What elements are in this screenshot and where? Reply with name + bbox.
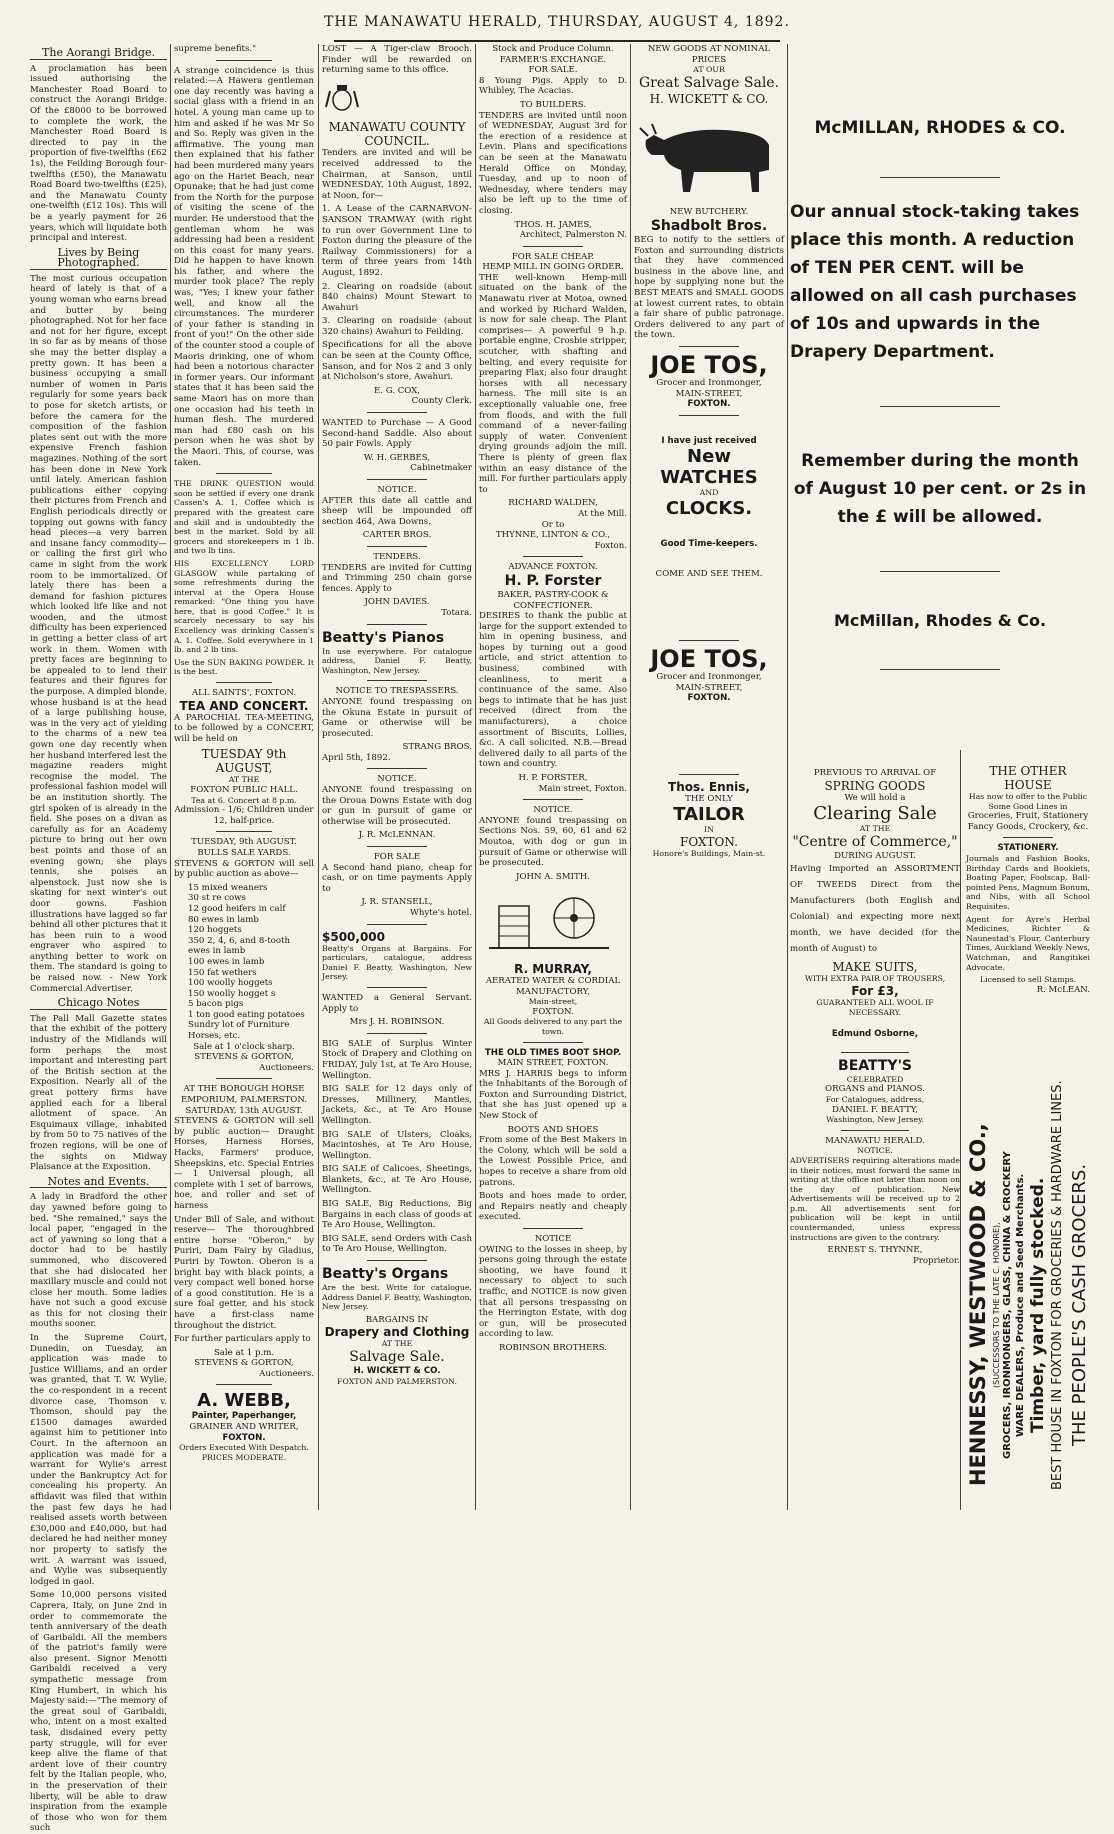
column-divider <box>170 44 171 1510</box>
big-sale: BIG SALE for 12 days only of Dresses, Millinery, Mantles, Jackets, &c., at Te Aro House Wellington. <box>322 1084 472 1126</box>
timekeepers: Good Time-keepers. <box>660 538 758 549</box>
column-4 <box>479 44 627 1510</box>
successors: (SUCCESSORS TO THE LATE C. HONORE), <box>992 1222 1001 1388</box>
trespass-heading: NOTICE TO TRESPASSERS. <box>335 686 459 697</box>
clocks-heading: CLOCKS. <box>665 497 753 519</box>
trousers: WITH EXTRA PAIR OF TROUSERS, <box>804 974 946 984</box>
come-see: COME AND SEE THEM. <box>655 569 763 580</box>
robinson: Mrs J. H. ROBINSON. <box>349 1017 445 1028</box>
list-item: Sundry lot of Furniture Horses, etc. <box>188 1020 290 1042</box>
received: I have just received <box>661 435 757 446</box>
sg2-text: STEVENS & GORTON will sell by public auction— Draught Horses, Harness Horses, Hacks, Farmers' produce, Sheepskins, etc. Special Entries— 1 Universal plough, all complete with 1 set of barrows, hoe, and roller and set of harness <box>174 1116 314 1211</box>
advance: ADVANCE FOXTON. <box>508 562 598 573</box>
thynne: ERNEST S. THYNNE, <box>827 1245 923 1256</box>
webb-orders: Orders Executed With Despatch. <box>179 1443 309 1453</box>
webb-grainer: GRAINER AND WRITER, <box>189 1422 299 1433</box>
main-street-2: MAIN-STREET, <box>675 682 743 693</box>
stationery-text: Journals and Fashion Books, Birthday Cards and Booklets, Boating Paper, Foolscap, Ball-pointed Pens, Magnum Bonum, and Nibs, with all School Requisites. <box>966 853 1090 911</box>
list-item: 80 ewes in lamb <box>188 914 259 925</box>
notes-title: Notes and Events. <box>30 1177 167 1189</box>
sg-intro: STEVENS & GORTON will sell by public auction as above— <box>174 858 314 880</box>
architect: Architect, Palmerston N. <box>519 230 627 241</box>
proprietor: Proprietor. <box>912 1255 960 1266</box>
coincidence-text: A strange coincidence is thus related:—A Hawera gentleman one day recently was having a social glass with a friend in an hotel. A young man came up to him and asked if he was Mr So and So. Reply was given in the affirmative. The young man then explained that his father had been murdered many years ago on the Hariet Beach, near Opunake; that he had just come from the North for the purpose of visiting the scene of the murder. He understood that the gentleman whom he was addressing had been a resident on this coast for many years. Did he happen to have known his father, and where the murder took place? The reply was, "Yes; I knew your father well, and know all the circumstances. The murderer of your father is standing in front of you!" On the other side of the counter stood a couple of Maoris drinking, one of whom had been a notorious character in former years. Our informant states that it has been said the same Maori has on more than one occasion had his teeth in human flesh. The murdered man had £80 cash on his person when he was shot by the Maori. This, of course, was taken. <box>174 65 314 468</box>
main-street: Main street, Foxton. <box>538 783 627 794</box>
big-sale: BIG SALE of Calicoes, Sheetings, Blankets, &c., at Te Aro House, Wellington. <box>322 1164 472 1196</box>
list-item: 100 ewes in lamb <box>188 956 265 967</box>
beatty-organs-text: Are the best. Write for catalogue. Address Daniel F. Beatty, Washington, New Jersey. <box>322 1283 473 1312</box>
anyone2-text: ANYONE found trespassing on the Oroua Downs Estate with dog or gun in pursuit of game or otherwise will be prosecuted. <box>322 785 472 827</box>
saints-heading: ALL SAINTS', FOXTON. <box>191 688 297 699</box>
pigs-ad: 8 Young Pigs. Apply to D. Whibley, The Acacias. <box>479 75 627 97</box>
organs-pianos: ORGANS and PIANOS. <box>825 1084 925 1095</box>
tenders-heading: TENDERS. <box>373 551 421 562</box>
groceries: Groceries, Fruit, Stationery Fancy Goods, Crockery, &c. <box>967 811 1089 832</box>
sun-ad: Use the SUN BAKING POWDER. It is the best. <box>174 657 314 677</box>
tender-item: 1. A Lease of the CARNARVON-SANSON TRAMWAY (with right to run over Government Line to Foxton during the pleasure of the Railway Commissioners) for a term of three years from 14th August, 1892. <box>322 204 472 278</box>
at-the: AT THE <box>859 824 891 834</box>
make-suits: MAKE SUITS, <box>832 960 918 975</box>
mcmillan-sig: McMillan, Rhodes & Co. <box>833 611 1047 630</box>
list-item: 150 fat wethers <box>188 967 257 978</box>
organs-500: $500,000 <box>322 929 386 944</box>
list-item: 15 mixed weaners <box>188 882 268 893</box>
whyte: Whyte's hotel. <box>410 908 472 918</box>
cabinetmaker: Cabinetmaker <box>410 463 472 474</box>
strang: STRANG BROS. <box>402 742 472 753</box>
wanted-ad: WANTED to Purchase — A Good Second-hand Saddle. Also about 50 pair Fowls. Apply <box>322 418 472 450</box>
sale-cheap: FOR SALE CHEAP. <box>511 251 595 262</box>
grocer-2: Grocer and Ironmonger, <box>656 672 762 683</box>
foxton-2: FOXTON. <box>532 1006 574 1017</box>
tea-hall: FOXTON PUBLIC HALL. <box>190 785 298 795</box>
shadbolt: Shadbolt Bros. <box>650 217 768 234</box>
timber: Timber, yard fully stocked. <box>1028 1177 1048 1433</box>
chicago-text: The Pall Mall Gazette states that the exhibit of the pottery industry of the Midlands will form perhaps the most important and interesting part of the British section at the Exposition. Nearly all of the great pottery firms have applied each for a liberal allotment of space. An Esquimaux village, inhabited by from 50 to 75 natives of the frozen regions, will be one of the sights on Midway Plaisance at the Exposition. <box>30 1013 167 1173</box>
daniel: DANIEL F. BEATTY, <box>831 1104 919 1115</box>
list-item: 150 woolly hogget s <box>188 988 276 999</box>
guaranteed: GUARANTEED ALL WOOL IF NECESSARY. <box>816 997 934 1017</box>
masthead <box>0 0 1114 40</box>
other-house: THE OTHER HOUSE <box>989 764 1067 792</box>
masthead-title: THE MANAWATU HERALD, THURSDAY, AUGUST 4, 1892. <box>324 14 790 30</box>
owing-text: OWING to the losses in sheep, by persons going through the estate shooting, we have found it necessary to object to such traffic, and NOTICE is now given that all persons trespassing on the Herrington Estate, with dog or gun, will be prosecuted according to law. <box>479 1244 627 1340</box>
beatty-organs: Beatty's Organs <box>322 1266 449 1283</box>
ware-dealers: WARE DEALERS, Produce and Seed Merchants. <box>1015 1173 1026 1437</box>
big-sale: BIG SALE, send Orders with Cash to Te Aro House, Wellington. <box>322 1233 472 1255</box>
boots-text: From some of the Best Makers in the Colony, which will be sold a the Lowest Possible Price, and hopes to receive a share from old patrons. <box>479 1135 627 1188</box>
drapery: Drapery and Clothing <box>324 1325 470 1340</box>
forster-heading: H. P. Forster <box>504 572 602 589</box>
foxpalm: FOXTON AND PALMERSTON. <box>337 1376 457 1386</box>
herald: MANAWATU HERALD. <box>825 1135 925 1146</box>
ennis: Thos. Ennis, <box>668 779 750 794</box>
beattys: BEATTY'S <box>838 1057 912 1074</box>
james: THOS. H. JAMES, <box>514 219 592 230</box>
the-only: THE ONLY <box>685 793 733 804</box>
aorangi-title: The Aorangi Bridge. <box>30 48 167 60</box>
carter: CARTER BROS. <box>362 530 432 541</box>
bulls: BULLS SALE YARDS. <box>197 847 291 858</box>
great-salvage: Great Salvage Sale. <box>638 74 780 91</box>
further-text: For further particulars apply to <box>174 1334 311 1345</box>
robinson-brothers: ROBINSON BROTHERS. <box>498 1342 608 1353</box>
new-heading: New <box>687 446 731 468</box>
smith: JOHN A. SMITH. <box>516 871 590 882</box>
drink-ad: THE DRINK QUESTION would soon be settled if every one drank Cassen's A. 1. Coffee which is prepared with the greatest care and skill and is undoubtedly the best in the market. Sold by all grocers and storekeepers in 1 lb. and two lb tins. <box>174 479 314 556</box>
walden: RICHARD WALDEN, <box>508 498 598 509</box>
column-5 <box>634 44 784 1510</box>
wickett: H. WICKETT & CO. <box>353 1366 441 1376</box>
grocers: GROCERS, IRONMONGERS, GLASS, CHINA & CROCKERY <box>1002 1151 1013 1459</box>
tender-item: 3. Clearing on roadside (about 320 chains) Awahuri to Feilding. <box>322 316 472 337</box>
mclennan: J. R. McLENNAN. <box>358 830 436 841</box>
aerated: AERATED WATER & CORDIAL MANUFACTORY, <box>485 975 621 997</box>
goods-delivered: All Goods delivered to any part the town. <box>483 1017 623 1036</box>
grocer: Grocer and Ironmonger, <box>656 377 762 388</box>
supreme-text: supreme benefits." <box>174 44 257 54</box>
notes-text: A lady in Bradford the other day yawned before going to bed. "She remained," says the local paper, "engaged in the act of yawning so long that a doctor had to be hastily summoned, who discovered that she had dislocated her maxillary muscle and could not close her mouth. Some ladies have not such a good excuse as this for not closing their mouths sooner. <box>30 1192 167 1330</box>
column-divider <box>630 44 631 1510</box>
in-text: IN <box>704 825 714 835</box>
stansell: J. R. STANSELL, <box>361 897 433 908</box>
notes-text: In the Supreme Court, Dunedin, on Tuesday, an application was made to Justice Williams, and an order was granted, that T. W. Wylie, the co-respondent in a recent divorce case, Thomson v. Thomson, should pay the £1500 damages awarded against him to petitioner into Court. In the afternoon an application was made for a warrant for Wylie's arrest under the Bankruptcy Act for concealing his property. An affidavit was filed that within the past few days he had realised assets worth between £30,000 and £40,000, but had declared he had neither money nor property to satisfy the writ. A warrant was issued, and Wylie was subsequently lodged in gaol. <box>30 1333 167 1587</box>
mclean: R. McLEAN. <box>1036 984 1090 995</box>
list-item: 12 good heifers in calf <box>188 903 286 914</box>
auctioneers: Auctioneers. <box>259 1368 314 1379</box>
list-item: 1 ton good eating potatoes <box>188 1009 305 1020</box>
licensed: Licensed to sell Stamps. <box>979 975 1077 985</box>
smith-text: ANYONE found trespassing on Sections Nos. 59, 60, 61 and 62 Moutoa, with dog or gun in pursuit of Game or otherwise will be prosecuted. <box>479 815 627 869</box>
beatty-pianos-text: In use everywhere. For catalogue address, Daniel F. Beatty, Washington, New Jersey. <box>322 646 472 675</box>
notice2-heading: NOTICE <box>534 1234 572 1244</box>
photo-text: The most curious occupation heard of lately is that of a young woman who earns bread and butter by being photographed. Not for her face and not for her figure, except in so far as by means of those she may the better display a pretty gown. It has been a business occupying a small number of women in Paris regularly for some years back to pose for sketch artists, or before the camera for the composition of the fashion plates sent out with the more expensive French fashion magazines. Nothing of the sort has been done in New York until lately. American fashion publications either copying their pictures from French and English periodicals directly or topping out gowns with fancy head pieces—a very barren and insane fancy commodity—or calling the first girl who came in sight from the work room to be immortalized. Of lately there has been a demand for fashion pictures which looked life like and not wooden, and the utmost difficulty has been experienced in getting a better class of art work in them. Women with pretty faces are beginning to be appealed to to lend their features and their figures for the purpose. A dimpled blonde, whose husband is at the head of a large publishing house, was in the very act of yielding to the charms of a new tea gown one day recently when her husband interfered lest the magazine readers might recognise the model. The professional fashion model will be an institution shortly. The girl spoken of is already in the field. She poses on a divan as carefully as for an Academy picture to bring out her own best points and those of an evening gown; she plays tennis, she poises an alpenstock. Just now she is skating for next winter's out door gowns. Fashion illustrations have lagged so far behind all other pictures that it has been ruin to a wood engraver who aspired to anything better to work on them. The standard is going to be raised now. - New York Commercial Advertiser. <box>30 273 167 994</box>
photo-title: Lives by Being Photographed. <box>30 248 167 270</box>
and-text: AND <box>699 488 719 498</box>
peoples-grocers: THE PEOPLE'S CASH GROCERS. <box>1069 1163 1090 1447</box>
celebrated: CELEBRATED <box>846 1074 904 1084</box>
washington: Washington, New Jersey. <box>826 1115 924 1125</box>
boots: BOOTS AND SHOES <box>507 1124 599 1135</box>
forster-sig: H. P. FORSTER, <box>518 773 588 783</box>
big-sale: BIG SALE of Surplus Winter Stock of Drapery and Clothing on FRIDAY, July 1st, at Te Aro House, Wellington. <box>322 1038 472 1081</box>
buildings: Honore's Buildings, Main-st. <box>652 849 766 859</box>
tea-text: A PAROCHIAL TEA-MEETING, to be followed by a CONCERT, will be held on <box>174 712 314 744</box>
joetos-heading-2: JOE TOS, <box>650 645 768 674</box>
tuesday: TUESDAY, 9th AUGUST. <box>191 837 297 848</box>
royal-arms-icon <box>322 83 362 113</box>
column-2 <box>174 44 314 1510</box>
tea-heading: TEA AND CONCERT. <box>179 698 309 713</box>
list-item: 350 2, 4, 6, and 8-tooth ewes in lamb <box>188 935 290 957</box>
notice2-heading: NOTICE. <box>377 774 417 785</box>
sg-signature: STEVENS & GORTON, <box>194 1358 294 1369</box>
builders-text: TENDERS are invited until noon of WEDNESDAY, August 3rd for the erection of a residence at Levin. Plans and specifications can be seen at the Manawatu Herald Office on Monday, Tuesday, and up to noon of Wednesday, where tenders may also be left up to the time of closing. <box>479 110 627 216</box>
tenders-text: Tenders are invited and will be received addressed to the Chairman, at Sanson, until WEDNESDAY, 10th August, 1892, at Noon, for— <box>322 148 472 201</box>
forsale-heading: FOR SALE <box>373 852 421 863</box>
masthead-rule <box>334 40 780 42</box>
for-3: For £3, <box>851 983 899 998</box>
previous: PREVIOUS TO ARRIVAL OF <box>813 768 937 778</box>
hemp-text: THE well-known Hemp-mill situated on the bank of the Manawatu river at Motoa, owned and worked by Richard Walden, is now for sale cheap. The Plant comprises— A powerful 9 h.p. portable engine, Crosbie stripper, scutcher, with shafting and belting, and every requisite for preparing Flax; also four draught horses with all necessary harness. The mill site is an exceptionally valuable one, free from floods, and with the full command of a never-failing supply of water. Convenient drying grounds adjoin the mill. There is plenty of green flax within an easy distance of the mill. For further particulars apply to <box>479 272 627 495</box>
baker: BAKER, PASTRY-COOK & CONFECTIONER. <box>497 589 609 611</box>
glasgow-ad: HIS EXCELLENCY LORD GLASGOW while partaking of some refreshments during the interval at the Opera House remarked: "One thing you have here, that is good Coffee." It is scarcely necessary to say his Excellency was drinking Cassen's A. 1. Coffee. Sold everywhere in 1 lb. and 2 lb tins. <box>174 558 314 655</box>
spec-text: Specifications for all the above can be seen at the County Office, Sanson, and for Nos 2 and 3 only at Nicholson's store, Awahuri. <box>322 340 472 383</box>
list-item: 100 woolly hoggets <box>188 978 273 989</box>
at-the: AT THE <box>381 1339 413 1349</box>
farmers: FARMER'S EXCHANGE. <box>499 54 607 65</box>
centre-of-commerce: "Centre of Commerce," <box>792 833 958 850</box>
saturday: SATURDAY, 13th AUGUST. <box>185 1105 303 1116</box>
harris-text: MRS J. HARRIS begs to inform the Inhabitants of the Borough of Foxton and Surrounding District, that she has just opened up a New Stock of <box>479 1068 627 1122</box>
advertisers-text: ADVERTISERS requiring alterations made in their notices, must forward the same in writing at the office not later than noon on the day of publication. New Advertisements will be received up to 2 p.m. All advertisements sent for publication will be kept in until countermanded, unless express instructions are given to the contrary. <box>790 1155 960 1242</box>
best-house: BEST HOUSE IN FOXTON FOR GROCERIES & HARDWARE LINES. <box>1050 1080 1065 1490</box>
stationery-heading: STATIONERY. <box>997 843 1059 854</box>
foxton: FOXTON. <box>687 399 731 410</box>
clerk: County Clerk. <box>411 396 472 407</box>
main-foxton: MAIN STREET, FOXTON. <box>497 1058 609 1069</box>
davies: JOHN DAVIES. <box>364 597 430 608</box>
column-7 <box>966 750 1090 1110</box>
lost-ad: LOST — A Tiger-claw Brooch. Finder will be rewarded on returning same to this office. <box>322 44 472 76</box>
beatty-pianos: Beatty's Pianos <box>322 629 445 646</box>
column-1 <box>30 44 167 1834</box>
column-divider <box>787 44 788 1510</box>
butchery: NEW BUTCHERY. <box>669 207 749 218</box>
main-st: Main-street, <box>528 997 578 1007</box>
bargains: BARGAINS IN <box>365 1314 429 1325</box>
salvage: Salvage Sale. <box>349 1349 445 1365</box>
cox-signature: E. G. COX, <box>373 385 421 396</box>
osborne: Edmund Osborne, <box>831 1029 919 1040</box>
stock-list <box>174 883 314 1042</box>
trespass-text: ANYONE found trespassing on the Okuna Estate in pursuit of Game or otherwise will be prosecuted. <box>322 696 472 739</box>
at-mill: At the Mill. <box>578 508 627 519</box>
big-sale: BIG SALE of Ulsters, Cloaks, Macintoshes, at Te Aro House, Wellington. <box>322 1129 472 1161</box>
wickett: H. WICKETT & CO. <box>649 91 769 106</box>
hold: We will hold a <box>844 792 906 803</box>
tweeds-text: Having Imported an ASSORTMENT OF TWEEDS Direct from the Manufacturers (both English and Colonial) and expecting more next month, we have decided (for the month of August) to <box>790 864 960 955</box>
gerbes: W. H. GERBES, <box>363 452 431 463</box>
tailor: TAILOR <box>673 804 745 826</box>
totara: Totara. <box>441 607 472 618</box>
bull-icon <box>634 110 784 200</box>
sg-signature: STEVENS & GORTON, <box>194 1052 294 1063</box>
chicago-title: Chicago Notes <box>30 998 167 1010</box>
during-august: DURING AUGUST. <box>834 850 916 861</box>
agent-text: Agent for Ayre's Herbal Medicines, Richter & Naunestad's Flour, Canterbury Times, Auckland Weekly News, Watchman, and Rangitikei Advocate. <box>966 914 1090 972</box>
for-sale: FOR SALE. <box>528 65 578 76</box>
auctioneers: Auctioneers. <box>259 1062 314 1073</box>
sale-time: Sale at 1 o'clock sharp. <box>193 1041 295 1052</box>
big-sale: BIG SALE, Big Reductions, Big Bargains in each class of goods at Te Aro House, Wellington. <box>322 1199 472 1231</box>
april: April 5th, 1892. <box>322 752 391 763</box>
factory-machinery-icon <box>479 886 619 954</box>
new-goods: NEW GOODS AT NOMINAL PRICES <box>647 44 771 65</box>
column-divider <box>475 44 476 1510</box>
foxton-2: FOXTON. <box>687 693 731 704</box>
borough: AT THE BOROUGH HORSE EMPORIUM, PALMERSTON. <box>180 1084 308 1106</box>
bill-text: Under Bill of Sale, and without reserve— The thoroughbred entire horse "Oberon," by Puriri, Dam Fairy by Gladius, Puriri by Towton. Oberon is a bright bay with black points, a very compact well boned horse of a good constitution. He is a sure foal getter, and his stock have a first-class name throughout the district. <box>174 1214 314 1331</box>
main-street: MAIN-STREET, <box>675 388 743 399</box>
column-divider <box>960 750 961 1510</box>
notes-text: Some 10,000 persons visited Caprera, Italy, on June 2nd in order to commemorate the tenth anniversary of the death of Garibaldi. All the members of the patriot's family were also present. Signor Menotti Garibaldi received a very sympathetic message from King Humbert, in which his Majesty said:—"The memory of the great soul of Garibaldi, who, intent on a most exalted task, disdained every petty party struggle, will for ever keep alive the flame of that ardent love of their country felt by the Italian people, who, in the preservation of their liberty, will be able to draw inspiration from the example of those who won for them such <box>30 1590 167 1834</box>
builders-heading: TO BUILDERS. <box>519 99 587 110</box>
after-text: AFTER this date all cattle and sheep will be impounded off section 464, Awa Downs. <box>322 495 472 527</box>
hemp-heading: HEMP MILL IN GOING ORDER. <box>482 262 624 273</box>
list-item: 30 st re cows <box>188 893 246 904</box>
at-our: AT OUR <box>693 65 725 75</box>
repaired-text: Boots and hoes made to order, and Repairs neatly and cheaply executed. <box>479 1191 627 1223</box>
notice-heading: NOTICE. <box>533 805 573 816</box>
thynne: THYNNE, LINTON & CO., <box>495 530 611 541</box>
oldtimes-heading: THE OLD TIMES BOOT SHOP. <box>484 1047 622 1058</box>
column-3 <box>322 44 472 1510</box>
webb-painter: Painter, Paperhanger, <box>191 1411 297 1422</box>
catalogues: For Catalogues, address, <box>825 1094 925 1104</box>
webb-foxton: FOXTON. <box>222 1432 266 1443</box>
remember-text: Remember during the month of August 10 per cent. or 2s in the £ will be allowed. <box>793 451 1087 527</box>
servant-ad: WANTED a General Servant. Apply to <box>322 992 472 1014</box>
hennessy: HENNESSY, WESTWOOD & CO., <box>966 1123 990 1487</box>
shadbolt-text: BEG to notify to the settlers of Foxton and surrounding districts that they have commenced business in the above line, and hope by supplying none but the BEST MEATS and SMALL GOODS at lowest current rates, to obtain a fair share of public patronage. Orders delivered to any part of the town. <box>634 234 784 341</box>
webb-prices: PRICES MODERATE. <box>201 1452 287 1462</box>
has-now: Has now to offer to the Public Some Good Lines in <box>968 792 1088 811</box>
spring-goods: SPRING GOODS <box>824 778 926 793</box>
list-item: 120 hoggets <box>188 925 242 936</box>
tea-date: TUESDAY 9th AUGUST, <box>201 747 287 776</box>
stocktaking-text: Our annual stock-taking takes place this month. A reduction of TEN PER CENT. will be allowed on all cash purchases of 10s and upwards in the Drapery Department. <box>790 202 1080 362</box>
column-divider <box>318 44 319 1510</box>
murray-heading: R. MURRAY, <box>514 961 592 976</box>
sale-pm: Sale at 1 p.m. <box>213 1347 275 1358</box>
tender-item: 2. Clearing on roadside (about 840 chains) Mount Stewart to Awahuri <box>322 281 472 313</box>
foxton-3: FOXTON. <box>680 835 738 850</box>
notice: NOTICE. <box>857 1146 893 1156</box>
tenders2-text: TENDERS are invited for Cutting and Trimming 250 chain gorse fences. Apply to <box>322 562 472 594</box>
aorangi-text: A proclamation has been issued authorising the Manchester Road Board to construct the Aorangi Bridge. Of the £8000 to be borrowed to complete the work, the Manchester Road Board is directed to pay in the proportion of five-twelfths (£62 1s), the Feilding Borough four-twelfths (£50), the Manawatu Road Board two-twelfths (£25), and the Manawatu County one-twelfth (£12 10s). This will be a yearly payment for 26 years, which will liquidate both principal and interest. <box>30 63 167 244</box>
tea-at: AT THE <box>228 775 260 785</box>
column-6-lower <box>790 750 960 1510</box>
mcmillan-heading: McMILLAN, RHODES & CO. <box>814 118 1066 138</box>
clearing-sale: Clearing Sale <box>813 803 937 825</box>
foxton: Foxton. <box>594 540 627 551</box>
piano-text: A Second hand piano, cheap for cash, or on time payments Apply to <box>322 862 472 894</box>
council-heading: MANAWATU COUNTY COUNCIL. <box>328 120 466 149</box>
list-item: 5 bacon pigs <box>188 999 244 1010</box>
watches-heading: WATCHES <box>660 467 758 489</box>
hennessy-vertical-ad <box>966 1080 1090 1500</box>
notice-heading: NOTICE. <box>377 485 417 495</box>
organs-text: Beatty's Organs at Bargains. For particulars, catalogue, address Daniel F. Beatty, Washington, New Jersey. <box>322 943 472 982</box>
stock-col-heading: Stock and Produce Column. <box>492 44 614 54</box>
admission: Admission - 1/6; Children under 12, half-price. <box>174 805 314 826</box>
joetos-heading: JOE TOS, <box>650 350 768 379</box>
forster-text: DESIRES to thank the public at large for the support extended to him in opening business, and hopes by turning out a good article, and strict attention to business, combined with cleanliness, to merit a continuance of the same. Also begs to intimate that he has just received (direct from the manufacturers), a choice assortment of Biscuits, Lollies, &c. A call solicited. N.B.—Bread delivered daily to all parts of the town and country. <box>479 611 627 770</box>
webb-heading: A. WEBB, <box>197 1390 291 1412</box>
or-to: Or to <box>541 519 565 530</box>
tea-time: Tea at 6. Concert at 8 p.m. <box>191 795 297 805</box>
